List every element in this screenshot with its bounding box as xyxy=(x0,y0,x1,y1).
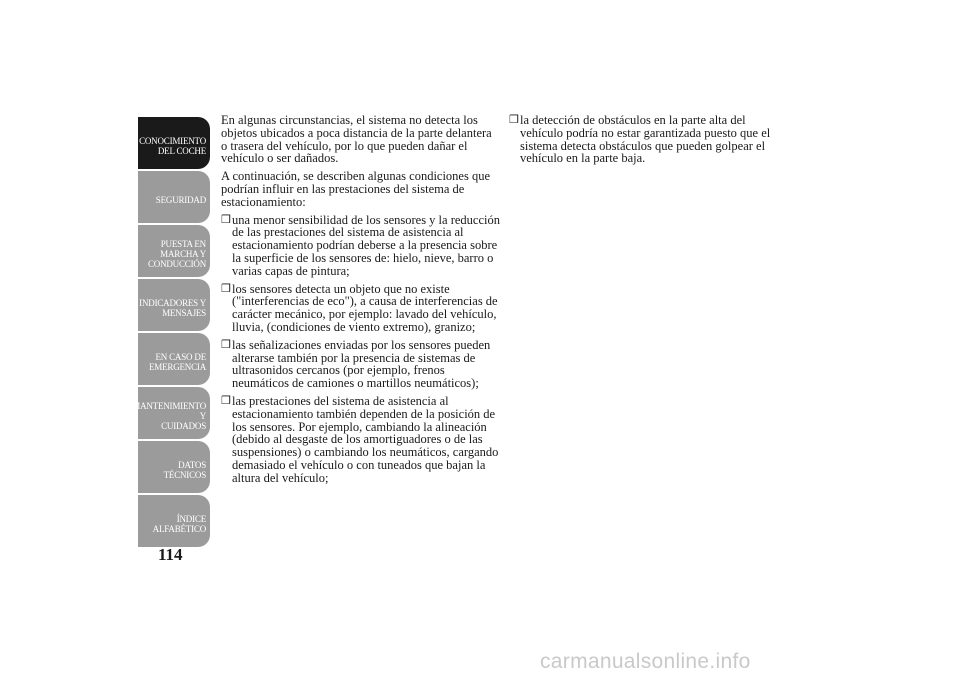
right-text-column xyxy=(509,114,771,170)
list-item xyxy=(221,395,501,485)
left-text-column xyxy=(221,114,501,490)
intro-paragraph: En algunas circunstancias, el sistema no detecta los objetos ubicados a poca distancia de la parte delantera o trasera del vehículo, por lo que pueden dañar el vehículo o ser dañados. xyxy=(221,113,492,166)
tab-indicadores[interactable] xyxy=(138,279,210,331)
tab-label: ÍNDICE ALFABÉTICO xyxy=(152,514,206,534)
list-item-text: las señalizaciones enviadas por los sensores pueden alterarse también por la presencia de sistemas de ultrasonidos cercanos (por ejemplo, frenos neumáticos de camiones o martillos neumáticos); xyxy=(232,337,491,391)
checkbox-bullet-icon: ❒ xyxy=(509,114,519,126)
tab-mantenimiento[interactable] xyxy=(132,387,210,439)
tab-puesta-en-marcha[interactable] xyxy=(138,225,210,277)
tab-label: INDICADORES Y MENSAJES xyxy=(139,298,206,318)
page-number: 114 xyxy=(158,545,183,564)
tab-label: PUESTA EN MARCHA Y CONDUCCIÓN xyxy=(147,239,206,269)
list-item xyxy=(221,283,501,334)
tab-datos-tecnicos[interactable] xyxy=(138,441,210,493)
tab-label: SEGURIDAD xyxy=(155,195,206,205)
tab-emergencia[interactable] xyxy=(138,333,210,385)
list-item-text: la detección de obstáculos en la parte alta del vehículo podría no estar garantizada puesto que el sistema detecta obstáculos que pueden golpear el vehículo en la parte baja. xyxy=(520,113,771,166)
tab-label: MANTENIMIENTO Y CUIDADOS xyxy=(132,401,206,431)
checkbox-bullet-icon: ❒ xyxy=(221,282,231,295)
tab-label: DATOS TÉCNICOS xyxy=(163,460,206,480)
list-item xyxy=(221,339,501,390)
tab-label: EN CASO DE EMERGENCIA xyxy=(149,352,206,372)
list-item-text: los sensores detecta un objeto que no existe ("interferencias de eco"), a causa de interferencias de carácter mecánico, por ejemplo: lavado del vehículo, lluvia, (condiciones de viento extremo), granizo; xyxy=(232,281,498,334)
tab-conocimiento-del-coche[interactable] xyxy=(138,117,210,169)
checkbox-bullet-icon: ❒ xyxy=(221,338,231,351)
checkbox-bullet-icon: ❒ xyxy=(221,394,231,407)
list-item xyxy=(509,114,771,165)
tab-seguridad[interactable] xyxy=(138,171,210,223)
list-item-text: las prestaciones del sistema de asistencia al estacionamiento también dependen de la posición de los sensores. Por ejemplo, cambiando la alineación (debido al desgaste de los amortiguadores o de las suspensiones) o cambiando los neumáticos, cargando demasiado el vehículo o con tuneados que bajan la altura del vehículo; xyxy=(232,393,499,485)
tab-indice-alfabetico[interactable] xyxy=(138,495,210,547)
lead-paragraph: A continuación, se describen algunas condiciones que podrían influir en las prestaciones del sistema de estacionamiento: xyxy=(221,169,491,209)
checkbox-bullet-icon: ❒ xyxy=(221,213,231,226)
tab-label: CONOCIMIENTO DEL COCHE xyxy=(139,136,206,156)
watermark: carmanualsonline.info xyxy=(540,650,751,673)
list-item xyxy=(221,214,501,278)
list-item-text: una menor sensibilidad de los sensores y la reducción de las prestaciones del sistema de asistencia al estacionamiento podrían deberse a la presencia sobre la superficie de los sensores de: hielo, nieve, barro o varias capas de pintura; xyxy=(232,212,500,278)
